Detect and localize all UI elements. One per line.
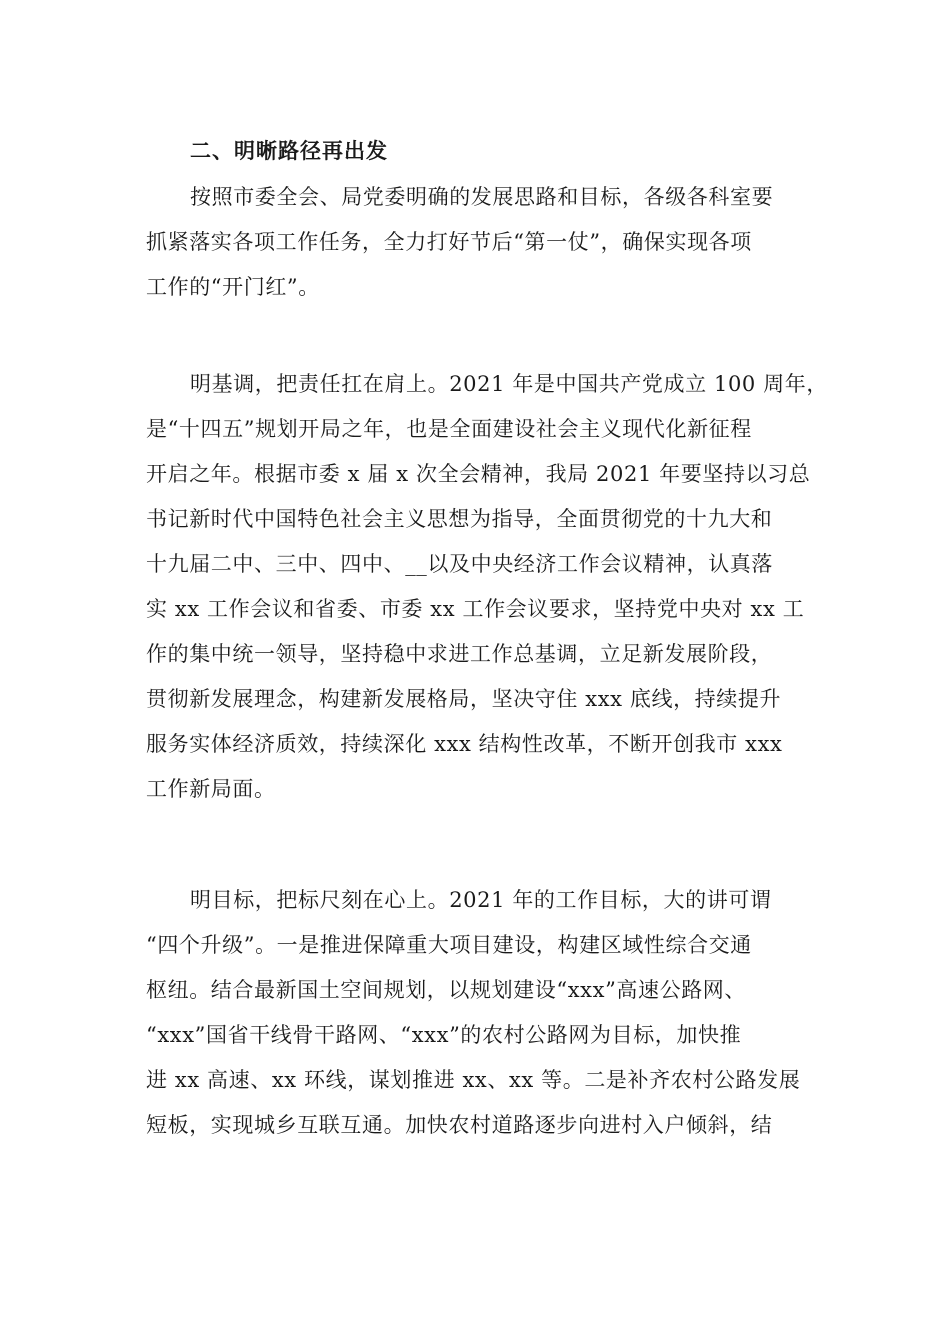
paragraph-line: 进 xx 高速、xx 环线，谋划推进 xx、xx 等。二是补齐农村公路发展: [146, 1068, 801, 1092]
paragraph-line: 工作新局面。: [146, 777, 276, 801]
paragraph-line: 工作的“开门红”。: [146, 275, 320, 299]
paragraph-line: 短板，实现城乡互联互通。加快农村道路逐步向进村入户倾斜，结: [146, 1113, 773, 1137]
paragraph-line: 作的集中统一领导，坚持稳中求进工作总基调，立足新发展阶段，: [146, 642, 773, 666]
paragraph-line: 按照市委全会、局党委明确的发展思路和目标，各级各科室要: [190, 185, 774, 209]
paragraph-line: 服务实体经济质效，持续深化 xxx 结构性改革，不断开创我市 xxx: [146, 732, 783, 756]
paragraph-line: “xxx”国省干线骨干路网、“xxx”的农村公路网为目标，加快推: [146, 1023, 742, 1047]
paragraph-line: 是“十四五”规划开局之年，也是全面建设社会主义现代化新征程: [146, 417, 752, 441]
paragraph-line: 抓紧落实各项工作任务，全力打好节后“第一仗”，确保实现各项: [146, 230, 752, 254]
paragraph-line: 开启之年。根据市委 x 届 x 次全会精神，我局 2021 年要坚持以习总: [146, 462, 811, 486]
paragraph-line: 十九届二中、三中、四中、__以及中央经济工作会议精神，认真落: [146, 552, 773, 576]
paragraph-tone: [146, 362, 826, 812]
paragraph-line: “四个升级”。一是推进保障重大项目建设，构建区域性综合交通: [146, 933, 752, 957]
paragraph-line: 书记新时代中国特色社会主义思想为指导，全面贯彻党的十九大和: [146, 507, 773, 531]
paragraph-goals: [146, 878, 826, 1148]
paragraph-line: 明基调，把责任扛在肩上。2021 年是中国共产党成立 100 周年，: [190, 372, 828, 396]
paragraph-line: 明目标，把标尺刻在心上。2021 年的工作目标，大的讲可谓: [190, 888, 772, 912]
paragraph-line: 贯彻新发展理念，构建新发展格局，坚决守住 xxx 底线，持续提升: [146, 687, 782, 711]
paragraph-intro: [146, 175, 826, 310]
paragraph-line: 枢纽。结合最新国土空间规划，以规划建设“xxx”高速公路网、: [146, 978, 746, 1002]
section-heading: 二、明晰路径再出发: [190, 139, 388, 163]
paragraph-line: 实 xx 工作会议和省委、市委 xx 工作会议要求，坚持党中央对 xx 工: [146, 597, 805, 621]
